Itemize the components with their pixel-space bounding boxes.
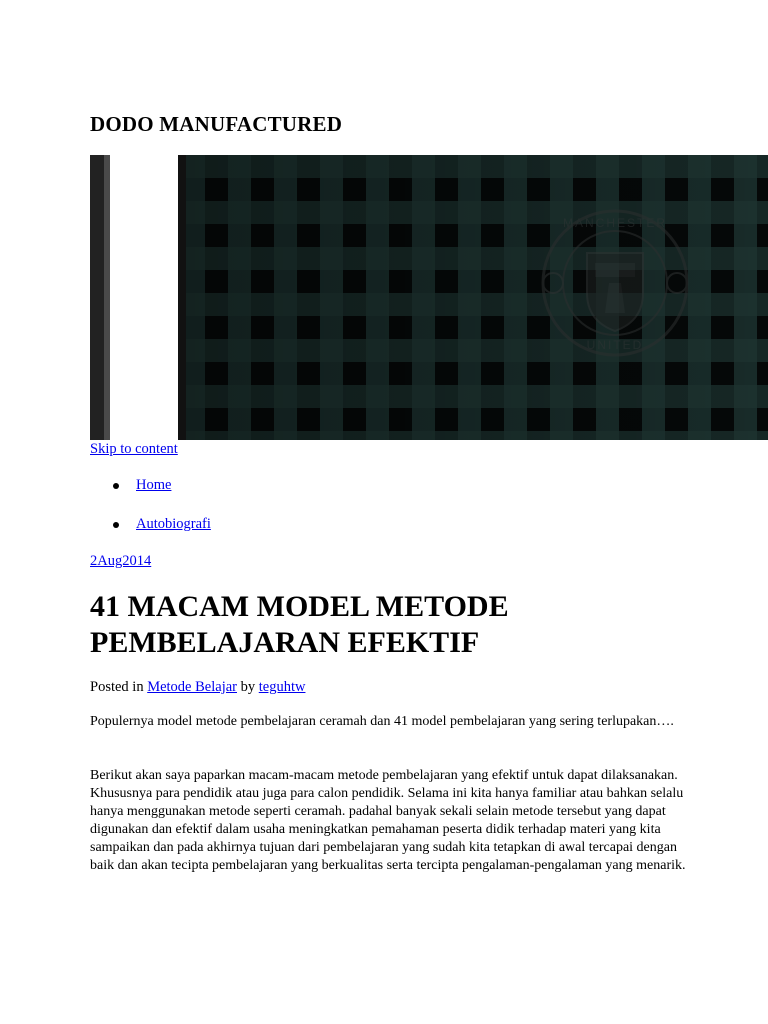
nav-item-autobiografi [136,516,211,533]
nav-link-home[interactable]: Home [136,477,172,493]
bullet-icon [113,522,119,528]
posted-in-label: Posted in [90,679,144,695]
svg-text:MANCHESTER: MANCHESTER [562,216,668,230]
site-title[interactable]: DODO MANUFACTURED [90,112,343,136]
header-banner-image [90,155,768,440]
author-link[interactable]: teguhtw [258,679,306,695]
by-label: by [240,679,256,695]
category-link[interactable]: Metode Belajar [147,679,237,695]
banner-graphic [90,155,768,440]
nav-item-home [136,477,171,494]
nav-link-autobiografi[interactable]: Autobiografi [136,516,211,532]
svg-text:UNITED: UNITED [586,338,644,352]
post-paragraph-body: Berikut akan saya paparkan macam-macam metode pembelajaran yang efektif untuk dapat dilaksanakan. Khususnya para pendidik atau juga para calon pendidik. Selama ini kita hanya familiar atau bahkan selalu hanya menggunakan metode seperti ceramah. padahal banyak sekali selain metode tersebut yang dapat digunakan dan efektif dalam usaha meningkatkan pemahaman peserta didik terhadap materi yang kita sampaikan dan pada akhirnya tujuan dari pembelajaran yang sudah kita tetapkan di awal tercapai dengan baik dan akan tecipta pembelajaran yang berkualitas serta tercipta pengalaman-pengalaman yang menarik. [90,768,686,873]
post-date-link[interactable]: 2Aug2014 [90,553,152,569]
post-paragraph-intro: Populernya model metode pembelajaran ceramah dan 41 model pembelajaran yang sering terlupakan…. [90,714,674,729]
skip-to-content-link[interactable]: Skip to content [90,441,178,457]
post-title: 41 MACAM MODEL METODE PEMBELAJARAN EFEKTIF [90,590,509,659]
bullet-icon [113,483,119,489]
post-meta [90,679,305,696]
